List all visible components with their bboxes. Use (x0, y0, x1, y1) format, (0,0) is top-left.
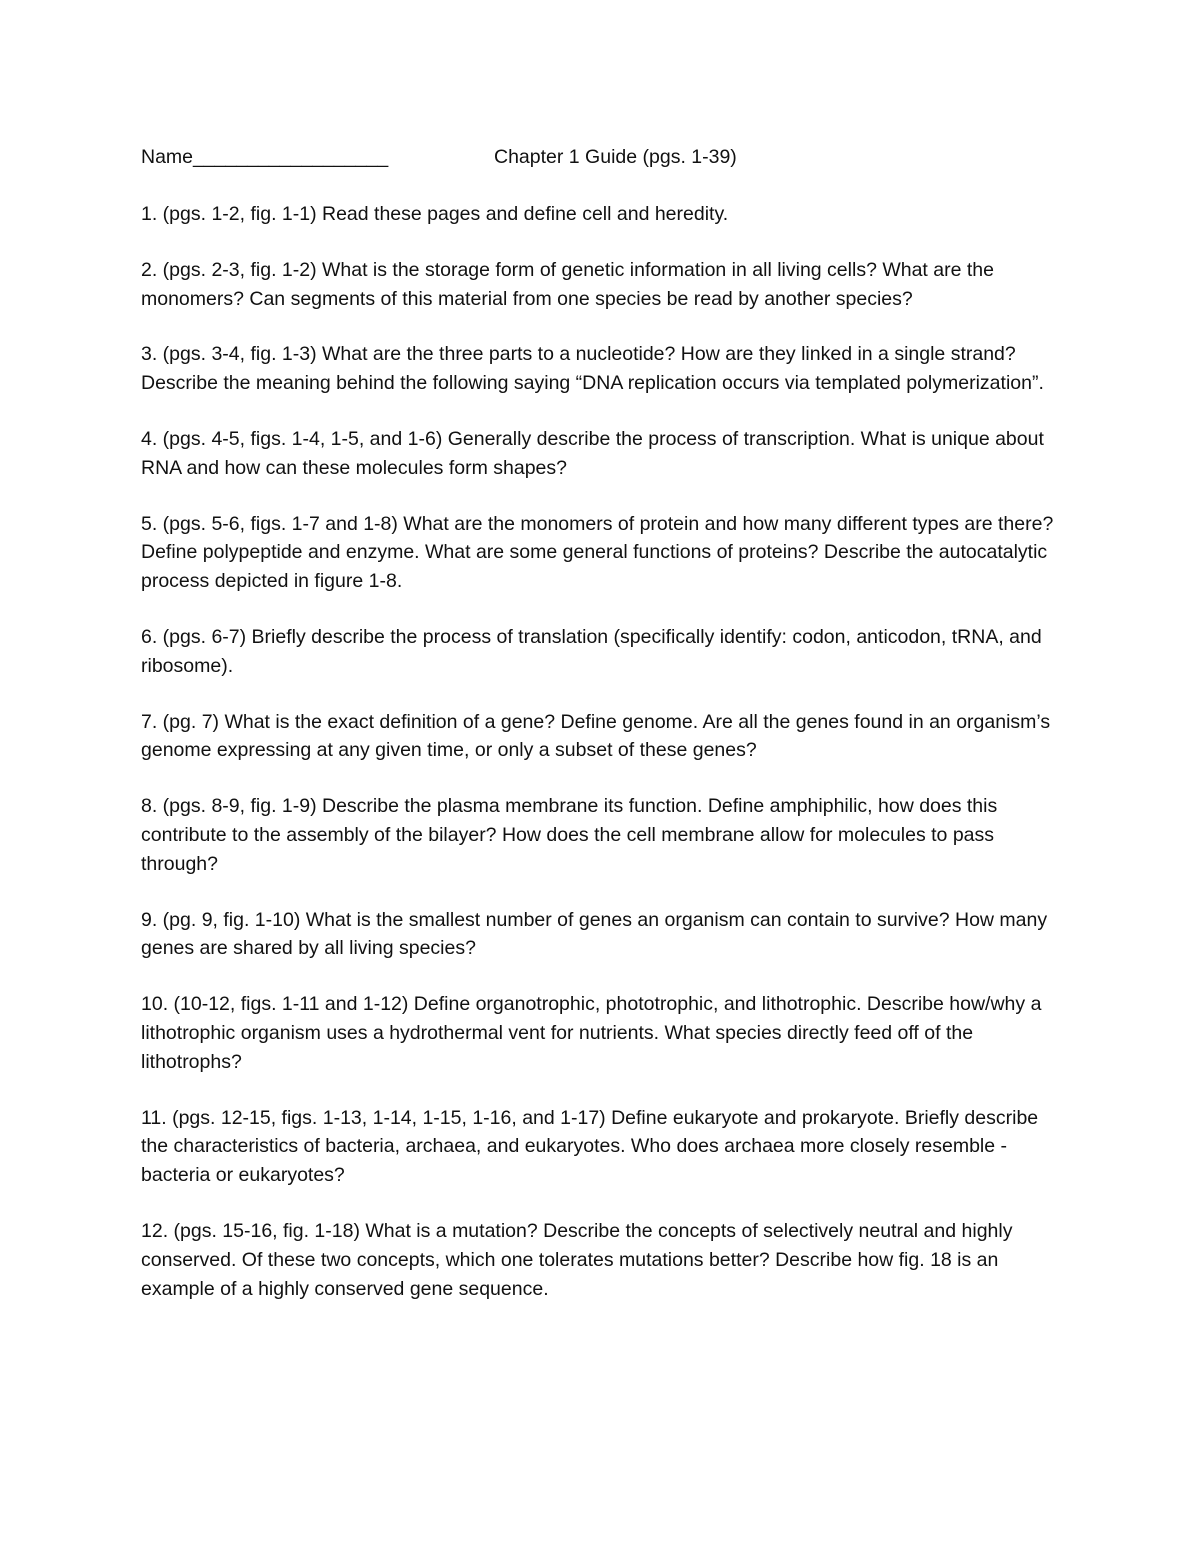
question-4: 4. (pgs. 4-5, figs. 1-4, 1-5, and 1-6) Generally describe the process of transcription. What is unique about RNA and how can these molecules form shapes? (141, 427, 1044, 479)
page-title: Chapter 1 Guide (pgs. 1-39) (494, 146, 737, 168)
question-8: 8. (pgs. 8-9, fig. 1-9) Describe the plasma membrane its function. Define amphiphilic, how does this contribute to the assembly of the bilayer? How does the cell membrane allow for molecules to pass through? (141, 795, 998, 875)
question-list (141, 200, 1061, 1330)
question-5: 5. (pgs. 5-6, figs. 1-7 and 1-8) What are the monomers of protein and how many different types are there? Define polypeptide and enzyme. What are some general functions of proteins? Describe the autocatalytic process depicted in figure 1-8. (141, 512, 1054, 593)
document-header (141, 143, 1061, 171)
question-2: 2. (pgs. 2-3, fig. 1-2) What is the storage form of genetic information in all living cells? What are the monomers? Can segments of this material from one species be read by another species? (141, 258, 994, 310)
question-6: 6. (pgs. 6-7) Briefly describe the process of translation (specifically identify: codon, anticodon, tRNA, and ribosome). (141, 625, 1042, 677)
question-11: 11. (pgs. 12-15, figs. 1-13, 1-14, 1-15, 1-16, and 1-17) Define eukaryote and prokaryote. Briefly describe the characteristics of bacteria, archaea, and eukaryotes. Who does archaea more closely resemble - bacteria or eukaryotes? (141, 1106, 1039, 1187)
question-3: 3. (pgs. 3-4, fig. 1-3) What are the three parts to a nucleotide? How are they linked in a single strand? Describe the meaning behind the following saying “DNA replication occurs via templated polymerization”. (141, 343, 1044, 395)
question-1: 1. (pgs. 1-2, fig. 1-1) Read these pages and define cell and heredity. (141, 203, 729, 225)
name-field-label: Name__________________ (141, 146, 389, 168)
question-9: 9. (pg. 9, fig. 1-10) What is the smallest number of genes an organism can contain to survive? How many genes are shared by all living species? (141, 908, 1048, 960)
question-10: 10. (10-12, figs. 1-11 and 1-12) Define organotrophic, phototrophic, and lithotrophic. Describe how/why a lithotrophic organism uses a hydrothermal vent for nutrients. What species directly feed off of the lithotrophs? (141, 993, 1042, 1073)
question-12: 12. (pgs. 15-16, fig. 1-18) What is a mutation? Describe the concepts of selectively neutral and highly conserved. Of these two concepts, which one tolerates mutations better? Describe how fig. 18 is an example of a highly conserved gene sequence. (141, 1219, 1013, 1300)
question-7: 7. (pg. 7) What is the exact definition of a gene? Define genome. Are all the genes found in an organism’s genome expressing at any given time, or only a subset of these genes? (141, 710, 1051, 762)
